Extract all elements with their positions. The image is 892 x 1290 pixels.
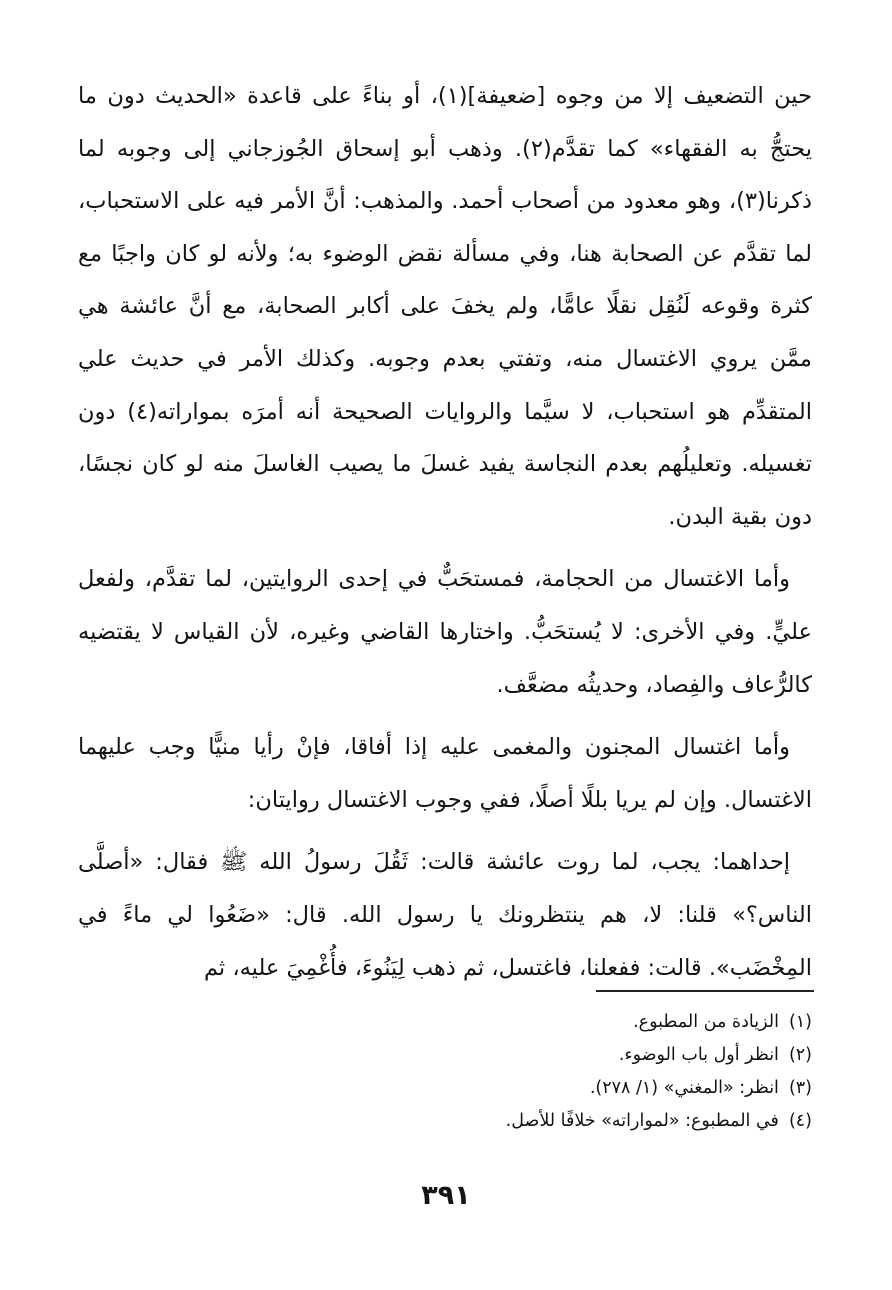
main-text: [78, 70, 812, 994]
paragraph-4: إحداهما: يجب، لما روت عائشة قالت: ثَقُلَ رسولُ الله ﷺ فقال: «أصلَّى الناس؟» قلنا: لا، هم ينتظرونك يا رسول الله. قال: «ضَعُوا لي ماءً في المِخْضَب». قالت: ففعلنا، فاغتسل، ثم ذهب لِيَنُوءَ، فأُغْمِيَ عليه، ثم: [78, 849, 812, 981]
page-number: ٣٩١: [421, 1180, 471, 1211]
footnote-text: الزيادة من المطبوع.: [633, 1012, 779, 1032]
paragraph-2: وأما الاغتسال من الحجامة، فمستحَبٌّ في إحدى الروايتين، لما تقدَّم، ولفعل عليٍّ. وفي الأخرى: لا يُستحَبُّ. واختارها القاضي وغيره، لأن القياس لا يقتضيه كالرُّعاف والفِصاد، وحديثُه مضعَّف.: [78, 566, 812, 698]
paragraph-3: وأما اغتسال المجنون والمغمى عليه إذا أفاقا، فإنْ رأيا منيًّا وجب عليهما الاغتسال. وإن لم يريا بللًا أصلًا، ففي وجوب الاغتسال روايتان:: [78, 734, 812, 813]
footnote-text: انظر أول باب الوضوء.: [618, 1045, 779, 1065]
footnote-text: انظر: «المغني» (١/ ٢٧٨).: [589, 1078, 779, 1098]
footnotes: [78, 1006, 812, 1138]
footnote-number: (٤): [788, 1111, 812, 1131]
footnote-1: [78, 1006, 812, 1039]
footnote-4: [78, 1105, 812, 1138]
footnote-separator: [596, 990, 814, 992]
footnote-text: في المطبوع: «لمواراته» خلافًا للأصل.: [505, 1111, 779, 1131]
paragraph-1: حين التضعيف إلا من وجوه [ضعيفة](١)، أو بناءً على قاعدة «الحديث دون ما يحتجُّ به الفقهاء» كما تقدَّم(٢). وذهب أبو إسحاق الجُوزجاني إلى وجوبه لما ذكرنا(٣)، وهو معدود من أصحاب أحمد. والمذهب: أنَّ الأمر فيه على الاستحباب، لما تقدَّم عن الصحابة هنا، وفي مسألة نقض الوضوء به؛ ولأنه لو كان واجبًا مع كثرة وقوعه لَنُقِل نقلًا عامًّا، ولم يخفَ على أكابر الصحابة، مع أنَّ عائشة هي ممَّن يروي الاغتسال منه، وتفتي بعدم وجوبه. وكذلك الأمر في حديث علي المتقدِّم هو استحباب، لا سيَّما والروايات الصحيحة أنه أمرَه بمواراته(٤) دون تغسيله. وتعليلُهم بعدم النجاسة يفيد غسلَ ما يصيب الغاسلَ منه لو كان نجسًا، دون بقية البدن.: [78, 83, 812, 530]
footnote-2: [78, 1039, 812, 1072]
footnote-3: [78, 1072, 812, 1105]
footnote-number: (٢): [788, 1045, 812, 1065]
footnote-number: (٣): [788, 1078, 812, 1098]
footnote-number: (١): [788, 1012, 812, 1032]
